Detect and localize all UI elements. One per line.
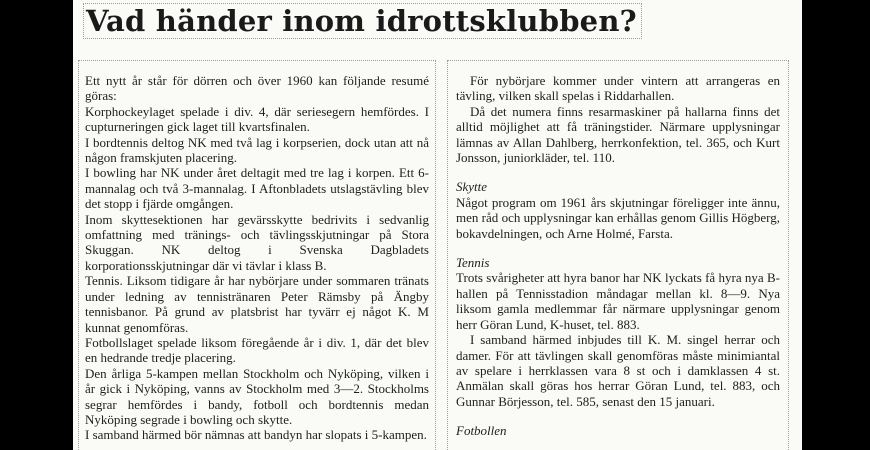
left-text-column	[78, 60, 436, 450]
paragraph: I bowling har NK under året deltagit med tre lag i korpen. Ett 6-mannalag och två 3-mannalag. I Aftonbladets utslagstävling blev det stopp i fjärde omgången.	[85, 165, 429, 212]
section-heading-tennis: Tennis	[456, 255, 490, 271]
paragraph: I samband härmed bör nämnas att bandyn har slopats i 5-kampen.	[85, 427, 427, 443]
paragraph: I bordtennis deltog NK med två lag i korpserien, dock utan att nå någon framskjuten placering.	[85, 134, 429, 166]
paragraph: Fotbollslaget spelade liksom föregående år i div. 1, där det blev en hedrande tredje placering.	[85, 334, 429, 366]
section-heading-fotbollen: Fotbollen	[456, 423, 507, 439]
magazine-page	[73, 0, 802, 450]
paragraph: Inom skyttesektionen har gevärsskytte bedrivits i sedvanlig omfattning med tränings- och tävlingsskjutningar på Stora Skuggan. NK deltog i Svenska Dagbladets korporationsskjutningar där vi tävlar i klass B.	[85, 211, 429, 273]
paragraph: Tennis. Liksom tidigare år har nybörjare under sommaren tränats under ledning av tennistränaren Peter Rämsby på Ängby tennisbanor. På grund av platsbrist har tyvärr ej något K. M kunnat genomföras.	[85, 273, 429, 335]
paragraph: Då det numera finns resarmaskiner på hallarna finns det alltid möjlighet att få träningstider. Närmare upplysningar lämnas av Allan Dahlberg, herrkonfektion, tel. 365, och Kurt Jonsson, juniorkläder, tel. 110.	[456, 103, 780, 166]
paragraph: För nybörjare kommer under vintern att arrangeras en tävling, vilken skall spelas i Riddarhallen.	[456, 73, 780, 104]
paragraph: Den årliga 5-kampen mellan Stockholm och Nyköping, vilken i år gick i Nyköping, vanns av Stockholm med 3—2. Stockholms segrar hemfördes i bandy, fotboll och bordtennis medan Nyköping segrade i bowling och skytte.	[85, 365, 429, 427]
paragraph: Ett nytt år står för dörren och över 1960 kan följande resumé göras:	[85, 73, 429, 104]
section-heading-skytte: Skytte	[456, 179, 488, 195]
paragraph: I samband härmed inbjudes till K. M. singel herrar och damer. För att tävlingen skall genomföras måste minimiantal av spelare i herrklassen vara 8 st och i damklassen 4 st. Anmälan skall göras hos herrar Göran Lund, tel. 883, och Gunnar Börjesson, tel. 585, senast den 15 januari.	[456, 332, 780, 409]
right-text-column	[447, 60, 789, 450]
article-headline: Vad händer inom idrottsklubben?	[83, 3, 642, 39]
paragraph: Något program om 1961 års skjutningar föreligger inte ännu, men råd och upplysningar kan erhållas genom Gillis Högberg, bokavdelningen, och Arne Holmé, Farsta.	[456, 194, 780, 241]
paragraph: Trots svårigheter att hyra banor har NK lyckats få hyra nya B-hallen på Tennisstadion måndagar mellan kl. 8—9. Nya liksom gamla medlemmar får närmare upplysningar genom herr Göran Lund, K-huset, tel. 883.	[456, 270, 780, 332]
paragraph: Korphockeylaget spelade i div. 4, där seriesegern hemfördes. I cupturneringen gick laget till kvartsfinalen.	[85, 103, 429, 135]
